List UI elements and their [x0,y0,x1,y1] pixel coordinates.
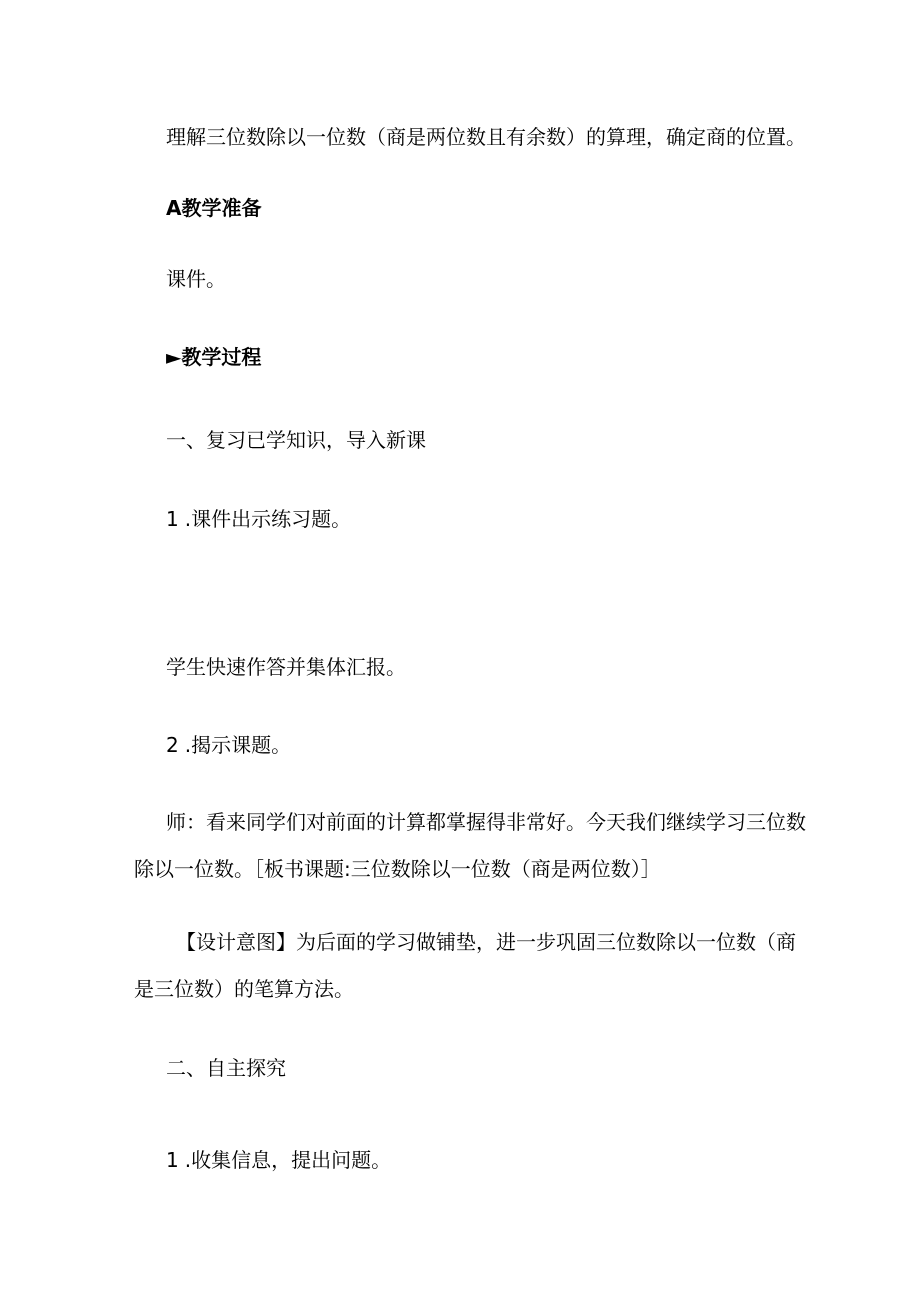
design-intent-line-1: 【设计意图】为后面的学习做铺垫，进一步巩固三位数除以一位数（商 [176,930,796,954]
teaching-prep-heading: A教学准备 [166,196,262,220]
teacher-line-2: 除以一位数。［板书课题:三位数除以一位数（商是两位数）］ [134,857,661,881]
section-1-heading: 一、复习已学知识，导入新课 [166,428,426,452]
teacher-line-1: 师：看来同学们对前面的计算都掌握得非常好。今天我们继续学习三位数 [166,810,806,834]
step-2-number: 2 [166,733,185,757]
step-2-text: .揭示课题。 [184,733,292,757]
step-3-text: .收集信息，提出问题。 [184,1148,392,1172]
teaching-prep-body: 课件。 [166,267,226,291]
step-2-line [166,733,291,757]
step-1-number: 1 [166,507,185,531]
teaching-process-heading: ►教学过程 [166,345,262,369]
section-2-heading: 二、自主探究 [166,1056,286,1080]
step-3-line [166,1148,391,1172]
step-3-number: 1 [166,1148,185,1172]
objective-text: 理解三位数除以一位数（商是两位数且有余数）的算理，确定商的位置。 [166,125,806,149]
step-1-line [166,507,351,531]
step-1-text: .课件出示练习题。 [184,507,352,531]
design-intent-line-2: 是三位数）的笔算方法。 [134,977,354,1001]
student-response-text: 学生快速作答并集体汇报。 [166,655,406,679]
